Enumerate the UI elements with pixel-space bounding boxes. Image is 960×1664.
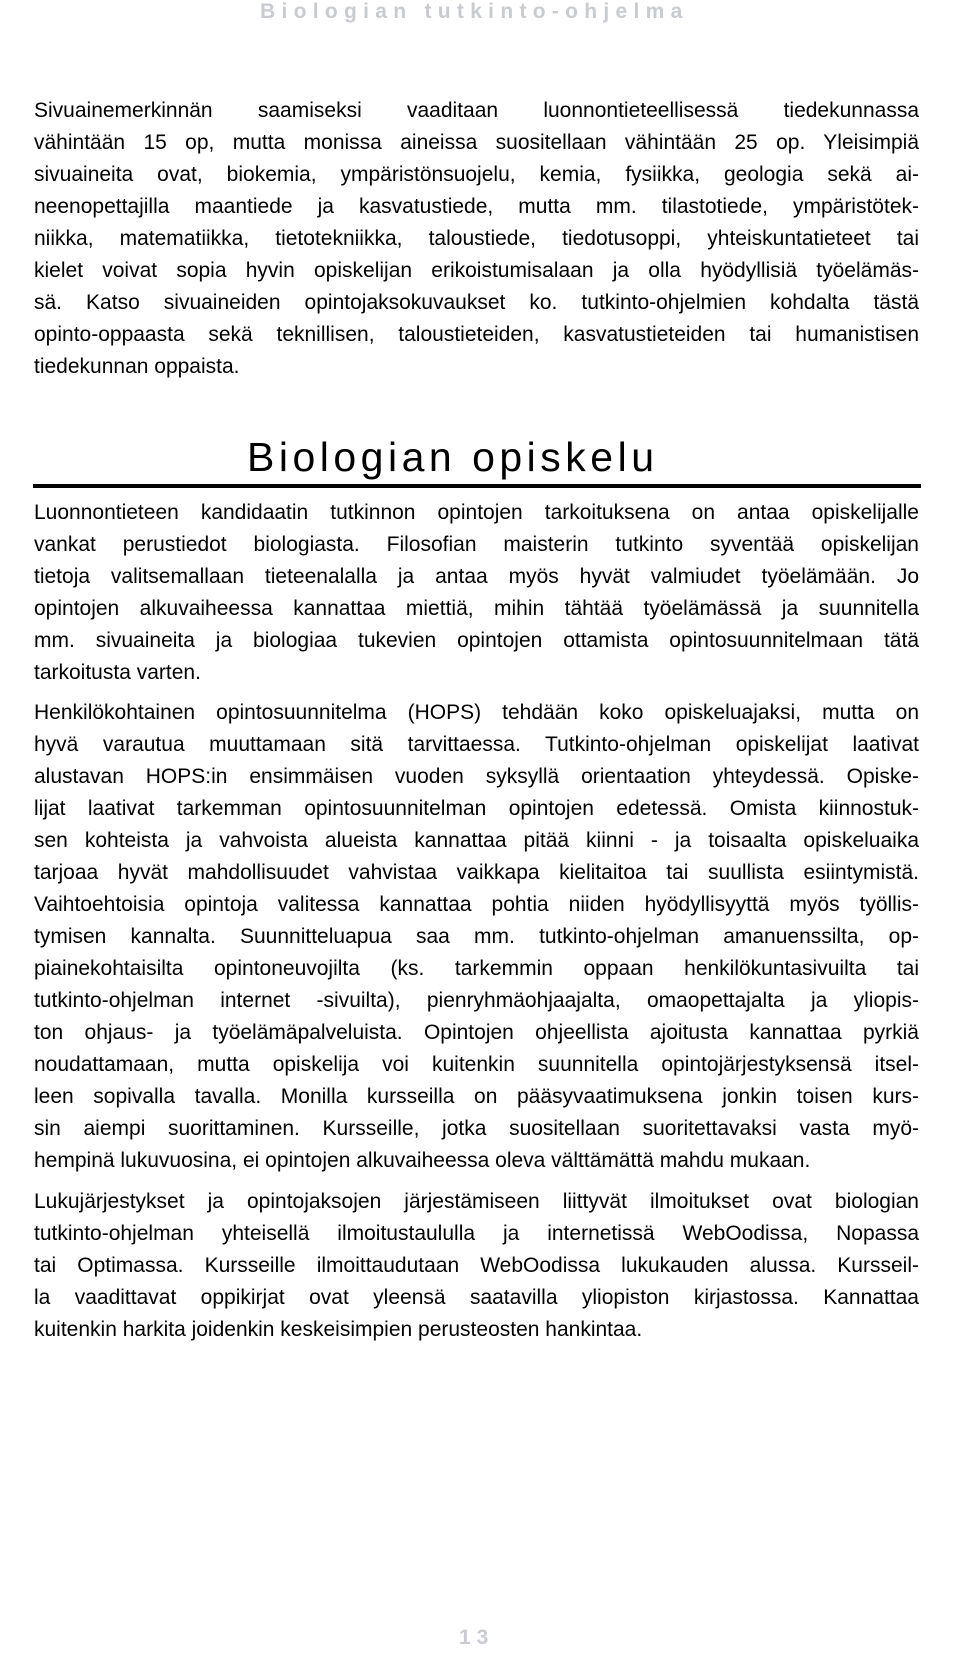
text-line: tarjoaa hyvät mahdollisuudet vahvistaa vaikkapa kielitaitoa tai suullista esiintymistä.	[34, 861, 919, 884]
text-line: opintojen alkuvaiheessa kannattaa miettiä, mihin tähtää työelämässä ja suunnitella	[34, 597, 919, 620]
running-header: Biologian tutkinto-ohjelma	[260, 0, 689, 23]
text-line: tiedekunnan oppaista.	[34, 355, 240, 378]
paragraph-2	[34, 697, 919, 1177]
text-line: tymisen kannalta. Suunnitteluapua saa mm. tutkinto-ohjelman amanuenssilta, op-	[34, 925, 919, 948]
text-line: sä. Katso sivuaineiden opintojaksokuvaukset ko. tutkinto-ohjelmien kohdalta tästä	[34, 291, 919, 314]
text-line: ton ohjaus- ja työelämäpalveluista. Opintojen ohjeellista ajoitusta kannattaa pyrkiä	[34, 1021, 919, 1044]
text-line: opinto-oppaasta sekä teknillisen, taloustieteiden, kasvatustieteiden tai humanistisen	[34, 323, 919, 346]
text-line: vankat perustiedot biologiasta. Filosofian maisterin tutkinto syventää opiskelijan	[34, 533, 919, 556]
text-line: lijat laativat tarkemman opintosuunnitelman opintojen edetessä. Omista kiinnostuk-	[34, 797, 919, 820]
text-line: la vaadittavat oppikirjat ovat yleensä saatavilla yliopiston kirjastossa. Kannattaa	[34, 1286, 919, 1309]
text-line: tai Optimassa. Kursseille ilmoittaudutaan WebOodissa lukukauden alussa. Kursseil-	[34, 1254, 919, 1277]
text-line: Luonnontieteen kandidaatin tutkinnon opintojen tarkoituksena on antaa opiskelijalle	[34, 501, 919, 524]
text-line: Vaihtoehtoisia opintoja valitessa kannattaa pohtia niiden hyödyllisyyttä myös työllis-	[34, 893, 919, 916]
intro-paragraph	[34, 95, 919, 383]
paragraph-3	[34, 1186, 919, 1346]
text-line: sin aiempi suorittaminen. Kursseille, jotka suositellaan suoritettavaksi vasta myö-	[34, 1117, 919, 1140]
text-line: alustavan HOPS:in ensimmäisen vuoden syksyllä orientaation yhteydessä. Opiske-	[34, 765, 919, 788]
paragraph-1	[34, 497, 919, 689]
text-line: sen kohteista ja vahvoista alueista kannattaa pitää kiinni - ja toisaalta opiskeluaika	[34, 829, 919, 852]
section-title: Biologian opiskelu	[247, 434, 659, 480]
text-line: piainekohtaisilta opintoneuvojilta (ks. tarkemmin oppaan henkilökuntasivuilta tai	[34, 957, 919, 980]
text-line: Lukujärjestykset ja opintojaksojen järjestämiseen liittyvät ilmoitukset ovat biologian	[34, 1190, 919, 1213]
text-line: neenopettajilla maantiede ja kasvatustiede, mutta mm. tilastotiede, ympäristötek-	[34, 195, 919, 218]
text-line: kielet voivat sopia hyvin opiskelijan erikoistumisalaan ja olla hyödyllisiä työelämäs-	[34, 259, 919, 282]
text-line: Sivuainemerkinnän saamiseksi vaaditaan luonnontieteellisessä tiedekunnassa	[34, 99, 919, 122]
text-line: kuitenkin harkita joidenkin keskeisimpien perusteosten hankintaa.	[34, 1318, 643, 1341]
text-line: vähintään 15 op, mutta monissa aineissa suositellaan vähintään 25 op. Yleisimpiä	[34, 131, 919, 154]
title-underline	[33, 484, 921, 488]
page-number: 13	[459, 1626, 495, 1649]
text-line: tutkinto-ohjelman internet -sivuilta), pienryhmäohjaajalta, omaopettajalta ja yliopis-	[34, 989, 919, 1012]
text-line: hempinä lukuvuosina, ei opintojen alkuvaiheessa oleva välttämättä mahdu mukaan.	[34, 1149, 811, 1172]
text-line: tutkinto-ohjelman yhteisellä ilmoitustaululla ja internetissä WebOodissa, Nopassa	[34, 1222, 919, 1245]
text-line: niikka, matematiikka, tietotekniikka, taloustiede, tiedotusoppi, yhteiskuntatieteet tai	[34, 227, 919, 250]
text-line: leen sopivalla tavalla. Monilla kursseilla on pääsyvaatimuksena jonkin toisen kurs-	[34, 1085, 919, 1108]
text-line: Henkilökohtainen opintosuunnitelma (HOPS) tehdään koko opiskeluajaksi, mutta on	[34, 701, 919, 724]
text-line: mm. sivuaineita ja biologiaa tukevien opintojen ottamista opintosuunnitelmaan tätä	[34, 629, 919, 652]
text-line: tietoja valitsemallaan tieteenalalla ja antaa myös hyvät valmiudet työelämään. Jo	[34, 565, 919, 588]
text-line: sivuaineita ovat, biokemia, ympäristönsuojelu, kemia, fysiikka, geologia sekä ai-	[34, 163, 919, 186]
text-line: noudattamaan, mutta opiskelija voi kuitenkin suunnitella opintojärjestyksensä itsel-	[34, 1053, 919, 1076]
text-line: tarkoitusta varten.	[34, 661, 201, 684]
text-line: hyvä varautua muuttamaan sitä tarvittaessa. Tutkinto-ohjelman opiskelijat laativat	[34, 733, 919, 756]
